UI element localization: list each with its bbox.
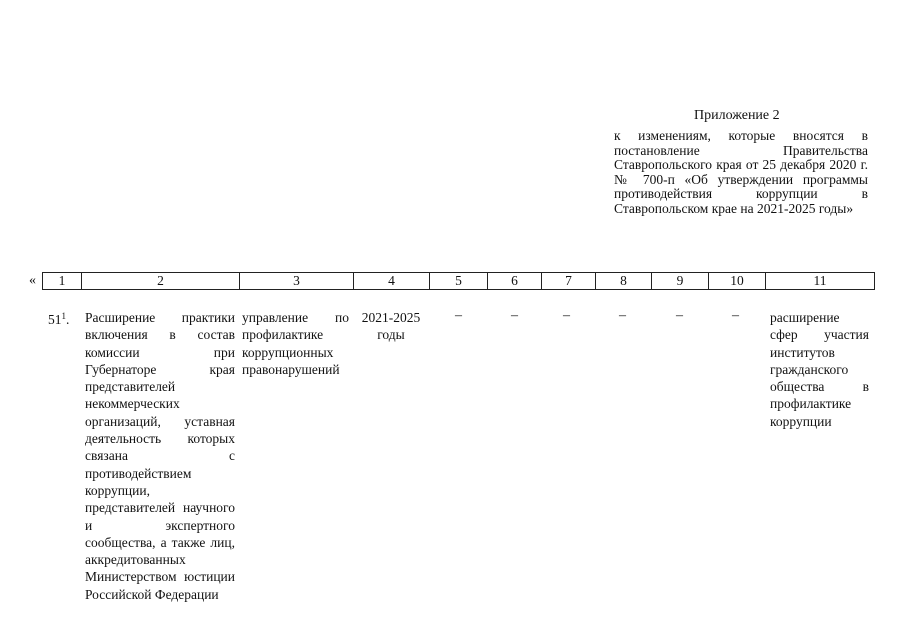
header-row [43, 273, 875, 290]
header-cell: 7 [542, 273, 596, 290]
dash-col-5: – [455, 308, 462, 323]
header-cell: 4 [354, 273, 430, 290]
row-period: 2021-2025 годы [361, 310, 421, 343]
header-cell: 10 [709, 273, 766, 290]
header-cell: 5 [430, 273, 488, 290]
header-cell: 6 [488, 273, 542, 290]
row-number-main: 51 [48, 312, 62, 327]
row-result: расширение сфер участия институтов гражданского общества в профилактике коррупции [770, 310, 869, 429]
row-executor: управление по профилактике коррупционных правонарушений [242, 310, 349, 377]
appendix-text: к изменениям, которые вносятся в постановление Правительства Ставропольского края от 25 декабря 2020 г. № 700-п «Об утверждении программы противодействия коррупции в Ставропольском крае на 2021-2025 годы» [614, 128, 868, 216]
dash-col-8: – [619, 308, 626, 323]
header-cell: 11 [766, 273, 875, 290]
header-cell: 1 [43, 273, 82, 290]
row-number [48, 308, 69, 328]
header-cell: 3 [240, 273, 354, 290]
header-cell: 9 [652, 273, 709, 290]
appendix-title: Приложение 2 [694, 108, 780, 123]
row-description: Расширение практики включения в состав комиссии при Губернаторе края представителей некоммерческих организаций, уставная деятельность которых связана с противодействием коррупции, представителей научного и экспертного сообщества, а также лиц, аккредитованных Министерством юстиции Российской Федерации [85, 310, 235, 602]
opening-quote: « [29, 273, 36, 288]
dash-col-9: – [676, 308, 683, 323]
row-number-suffix: . [66, 312, 70, 327]
dash-col-6: – [511, 308, 518, 323]
row-number-superscript: 1 [61, 311, 66, 321]
header-cell: 2 [82, 273, 240, 290]
dash-col-7: – [563, 308, 570, 323]
column-number-header [42, 272, 875, 290]
dash-col-10: – [732, 308, 739, 323]
header-cell: 8 [596, 273, 652, 290]
